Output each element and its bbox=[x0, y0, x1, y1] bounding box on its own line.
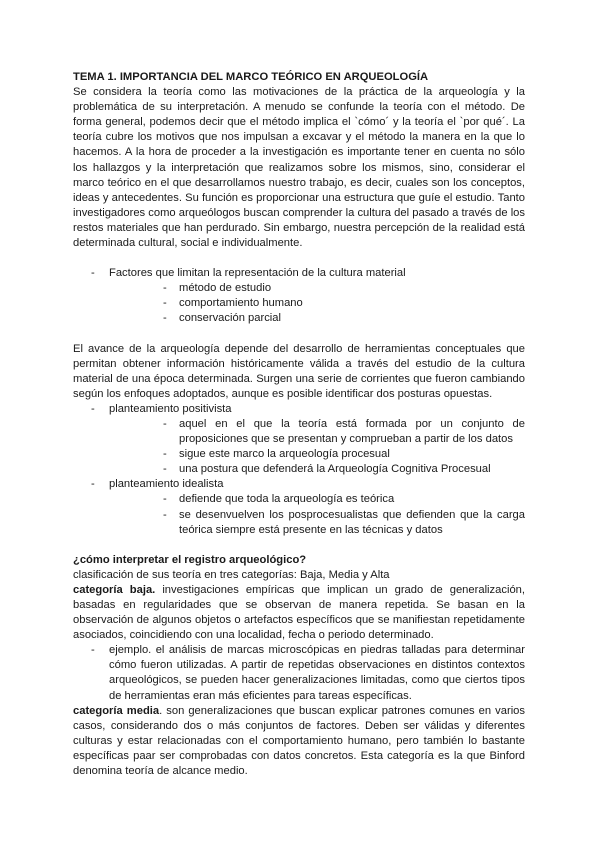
medium-category-paragraph bbox=[73, 704, 525, 779]
spacer bbox=[73, 251, 525, 266]
document-page bbox=[73, 70, 525, 779]
section-question: ¿cómo interpretar el registro arqueológico? bbox=[73, 553, 307, 566]
list-item: - sigue este marco la arqueología procesual bbox=[109, 447, 525, 462]
idealist-sublist bbox=[109, 492, 525, 537]
positivist-sublist bbox=[109, 417, 525, 477]
idealist-heading: - planteamiento idealista - defiende que toda la arqueología es teórica - se desenvuelven los posprocesualistas que defienden que la carga teórica siempre está presente en las técnicas y datos bbox=[73, 477, 525, 537]
factors-heading: - Factores que limitan la representación de la cultura material - método de estudio - comportamiento humano - conservación parcial bbox=[73, 266, 525, 326]
advance-paragraph: El avance de la arqueología depende del desarrollo de herramientas conceptuales que permitan obtener información históricamente válida a través del estudio de la cultura material de una época determinada. Surgen una serie de corrientes que fueron cambiando según los enfoques adoptados, aunque es posible identificar dos posturas opuestas. bbox=[73, 342, 525, 400]
list-item: - una postura que defenderá la Arqueología Cognitiva Procesual bbox=[109, 462, 525, 477]
list-item: - aquel en el que la teoría está formada por un conjunto de proposiciones que se presentan y comprueban a partir de los datos bbox=[109, 417, 525, 447]
list-item: - comportamiento humano bbox=[109, 296, 525, 311]
factors-sublist bbox=[109, 281, 525, 326]
low-category-paragraph bbox=[73, 583, 525, 643]
low-category-label: categoría baja. bbox=[73, 583, 156, 596]
document-title: TEMA 1. IMPORTANCIA DEL MARCO TEÓRICO EN ARQUEOLOGÍA bbox=[73, 71, 429, 83]
classification-line: clasificación de sus teoría en tres categorías: Baja, Media y Alta bbox=[73, 568, 390, 581]
list-item: - método de estudio bbox=[109, 281, 525, 296]
spacer bbox=[73, 538, 525, 553]
factors-list bbox=[73, 266, 525, 326]
approaches-list bbox=[73, 402, 525, 538]
intro-paragraph: Se considera la teoría como las motivaciones de la práctica de la arqueología y la problemática de su interpretación. A menudo se confunde la teoría con el método. De forma general, podemos decir que el método implica el `cómo´ y la teoría el `por qué´. La teoría cubre los motivos que nos impulsan a excavar y el método la manera en la que lo hacemos. A la hora de proceder a la investigación es importante tener en cuenta no sólo los hallazgos y la interpretación que realizamos sobre los mismos, sino, considerar el marco teórico en el que desarrollamos nuestro trabajo, es decir, cuales son los conceptos, ideas y antecedentes. Su función es proporcionar una estructura que guíe el estudio. Tanto investigadores como arqueólogos buscan comprender la cultura del pasado a través de los restos materiales que han perdurado. Sin embargo, nuestra percepción de la realidad está determinada cultural, social e individualmente. bbox=[73, 86, 525, 250]
list-item: - conservación parcial bbox=[109, 311, 525, 326]
low-category-text: investigaciones empíricas que implican un grado de generalización, basadas en regularidades que se observan de manera repetida. Se basan en la observación de algunos objetos o artefactos específicos que se manifiestan repetidamente asociados, coincidiendo con una localidad, fecha o periodo determinado. bbox=[73, 583, 525, 642]
list-item: - se desenvuelven los posprocesualistas que defienden que la carga teórica siempre está presente en las técnicas y datos bbox=[109, 508, 525, 538]
positivist-heading: - planteamiento positivista - aquel en el que la teoría está formada por un conjunto de proposiciones que se presentan y comprueban a partir de los datos - sigue este marco la arqueología procesual - una postura que defenderá la Arqueología Cognitiva Procesual bbox=[73, 402, 525, 477]
medium-category-text: . son generalizaciones que buscan explicar patrones comunes en varios casos, considerando dos o más conjuntos de factores. Deben ser válidas y diferentes culturas y estar relacionadas con el comportamiento humano, pero también lo bastante específicas paar ser comprobadas con datos concretos. Esta categoría es la que Binford denomina teoría de alcance medio. bbox=[73, 704, 525, 778]
spacer bbox=[73, 327, 525, 342]
medium-category-label: categoría media bbox=[73, 704, 160, 717]
list-item: - defiende que toda la arqueología es teórica bbox=[109, 492, 525, 507]
low-category-example: - ejemplo. el análisis de marcas microscópicas en piedras talladas para determinar cómo fueron utilizadas. A partir de repetidas observaciones en distintos contextos arqueológicos, se pueden hacer generalizaciones limitadas, como que ciertos tipos de herramientas eran más eficientes para tareas específicas. bbox=[73, 643, 525, 703]
